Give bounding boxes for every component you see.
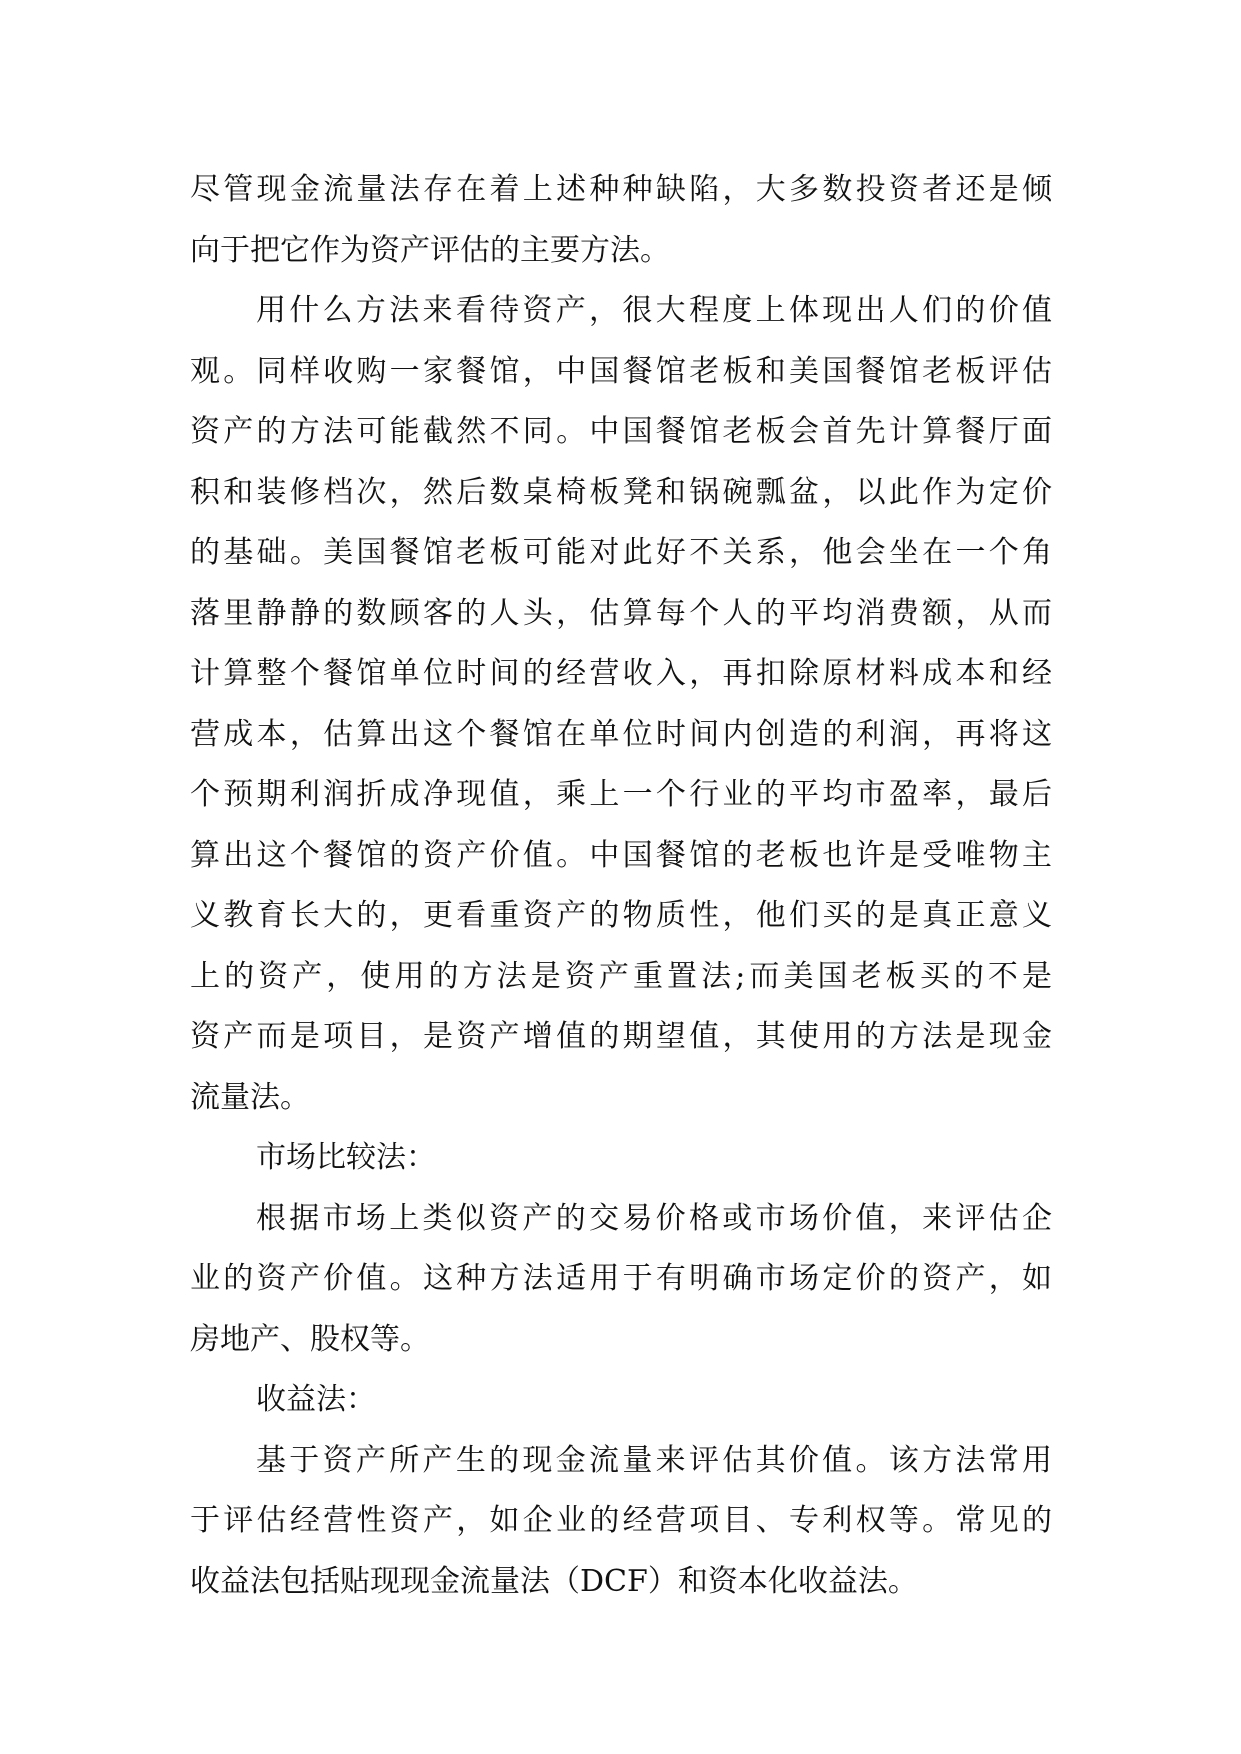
text-line: 上的资产，使用的方法是资产重置法;而美国老板买的不是 (190, 958, 1052, 994)
text-line: 算出这个餐馆的资产价值。中国餐馆的老板也许是受唯物主 (190, 837, 1052, 873)
text-line: 资产而是项目，是资产增值的期望值，其使用的方法是现金 (190, 1019, 1052, 1054)
body-text (190, 160, 1052, 1612)
text-line: 资产的方法可能截然不同。中国餐馆老板会首先计算餐厅面 (190, 414, 1052, 449)
text-line: 的基础。美国餐馆老板可能对此好不关系，他会坐在一个角 (190, 535, 1052, 570)
text-line: 房地产、股权等。 (190, 1321, 430, 1357)
text-line: 根据市场上类似资产的交易价格或市场价值，来评估企 (256, 1200, 1052, 1236)
section-heading: 收益法： (256, 1382, 376, 1417)
text-line: 计算整个餐馆单位时间的经营收入，再扣除原材料成本和经 (190, 656, 1052, 691)
text-line: 观。同样收购一家餐馆，中国餐馆老板和美国餐馆老板评估 (190, 353, 1052, 389)
text-line: 于评估经营性资产，如企业的经营项目、专利权等。常见的 (190, 1503, 1052, 1538)
text-line: 落里静静的数顾客的人头，估算每个人的平均消费额，从而 (190, 595, 1052, 631)
text-line: 义教育长大的，更看重资产的物质性，他们买的是真正意义 (190, 898, 1052, 933)
text-line: 用什么方法来看待资产，很大程度上体现出人们的价值 (256, 293, 1052, 328)
text-line: 积和装修档次，然后数桌椅板凳和锅碗瓢盆，以此作为定价 (190, 474, 1052, 510)
text-line: 尽管现金流量法存在着上述种种缺陷，大多数投资者还是倾 (190, 172, 1052, 207)
text-line: 向于把它作为资产评估的主要方法。 (190, 232, 670, 268)
text-line: 基于资产所产生的现金流量来评估其价值。该方法常用 (256, 1442, 1052, 1478)
text-line: 收益法包括贴现现金流量法（DCF）和资本化收益法。 (190, 1563, 918, 1599)
text-line: 营成本，估算出这个餐馆在单位时间内创造的利润，再将这 (190, 716, 1052, 752)
text-line: 个预期利润折成净现值，乘上一个行业的平均市盈率，最后 (190, 777, 1052, 812)
text-line: 流量法。 (190, 1079, 310, 1115)
section-heading: 市场比较法： (256, 1140, 436, 1175)
text-line: 业的资产价值。这种方法适用于有明确市场定价的资产，如 (190, 1261, 1052, 1296)
